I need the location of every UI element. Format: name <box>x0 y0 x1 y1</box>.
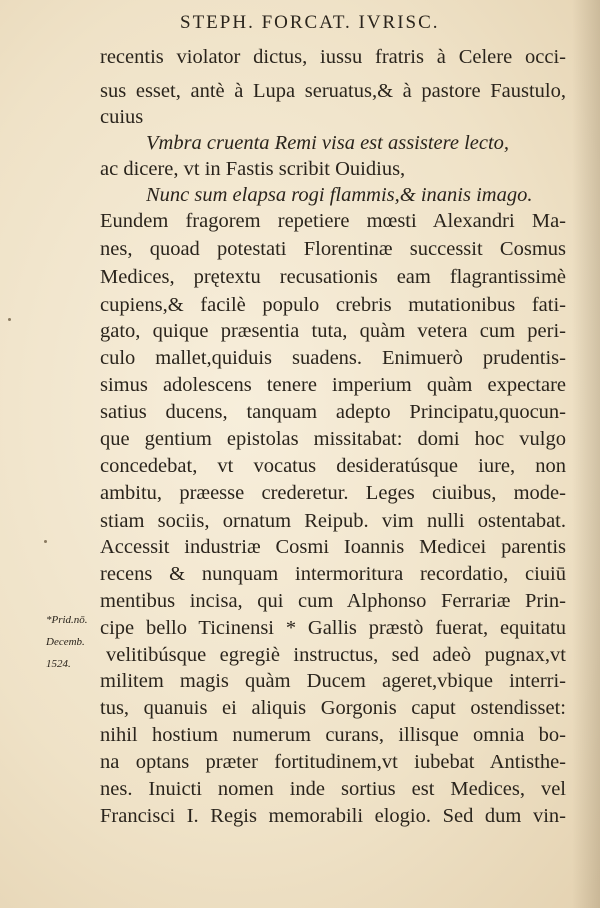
text-line: Medices, prętextu recusationis eam flagrantissimè <box>100 266 566 288</box>
text-line: stiam sociis, ornatum Reipub. vim nulli ostentabat. <box>100 510 566 532</box>
margin-note-line: 1524. <box>46 658 71 670</box>
text-line: mentibus incisa, qui cum Alphonso Ferrariæ Prin- <box>100 590 566 612</box>
margin-speck <box>8 318 11 321</box>
text-line: nihil hostium numerum curans, illisque omnia bo- <box>100 724 566 746</box>
text-line: recens & nunquam intermoritura recordatio, ciuiū <box>100 563 566 585</box>
text-line: tus, quanuis ei aliquis Gorgonis caput ostendisset: <box>100 697 566 719</box>
text-line: Francisci I. Regis memorabili elogio. Sed dum vin- <box>100 805 566 827</box>
text-line: Accessit industriæ Cosmi Ioannis Medicei parentis <box>100 536 566 558</box>
text-line: recentis violator dictus, iussu fratris à Celere occi- <box>100 46 566 68</box>
text-line: simus adolescens tenere imperium quàm expectare <box>100 374 566 396</box>
text-line: na optans præter fortitudinem,vt iubebat Antisthe- <box>100 751 566 773</box>
text-line: ac dicere, vt in Fastis scribit Ouidius, <box>100 158 406 180</box>
margin-note-line: *Prid.nō. <box>46 614 88 626</box>
running-header: STEPH. FORCAT. IVRISC. <box>180 12 440 33</box>
text-line: que gentium epistolas missitabat: domi hoc vulgo <box>100 428 566 450</box>
text-line: cipe bello Ticinensi * Gallis præstò fuerat, equitatu <box>100 617 566 639</box>
margin-note-line: Decemb. <box>46 636 85 648</box>
text-line: velitibúsque egregiè instructus, sed adeò pugnax,vt <box>106 644 566 666</box>
text-line: concedebat, vt vocatus desideratúsque iure, non <box>100 455 566 477</box>
text-line: cuius <box>100 106 144 128</box>
page-edge-shadow <box>572 0 600 908</box>
verse-line: Nunc sum elapsa rogi flammis,& inanis imago. <box>146 184 533 206</box>
text-line: nes, quoad potestati Florentinæ successit Cosmus <box>100 238 566 260</box>
text-line: Eundem fragorem repetiere mœsti Alexandri Ma- <box>100 210 566 232</box>
text-line: gato, quique præsentia tuta, quàm vetera cum peri- <box>100 320 566 342</box>
verse-line: Vmbra cruenta Remi visa est assistere lecto, <box>146 132 510 154</box>
text-line: culo mallet,quiduis suadens. Enimuerò prudentis- <box>100 347 566 369</box>
text-line: satius ducens, tanquam adepto Principatu,quocun- <box>100 401 566 423</box>
text-line: ambitu, præesse crederetur. Leges ciuibus, mode- <box>100 482 566 504</box>
text-line: sus esset, antè à Lupa seruatus,& à pastore Faustulo, <box>100 80 566 102</box>
text-line: militem magis quàm Ducem ageret,vbique interri- <box>100 670 566 692</box>
margin-note <box>46 608 88 674</box>
text-line: cupiens,& facilè populo crebris mutationibus fati- <box>100 294 566 316</box>
text-line: nes. Inuicti nomen inde sortius est Medices, vel <box>100 778 566 800</box>
margin-speck <box>44 540 47 543</box>
